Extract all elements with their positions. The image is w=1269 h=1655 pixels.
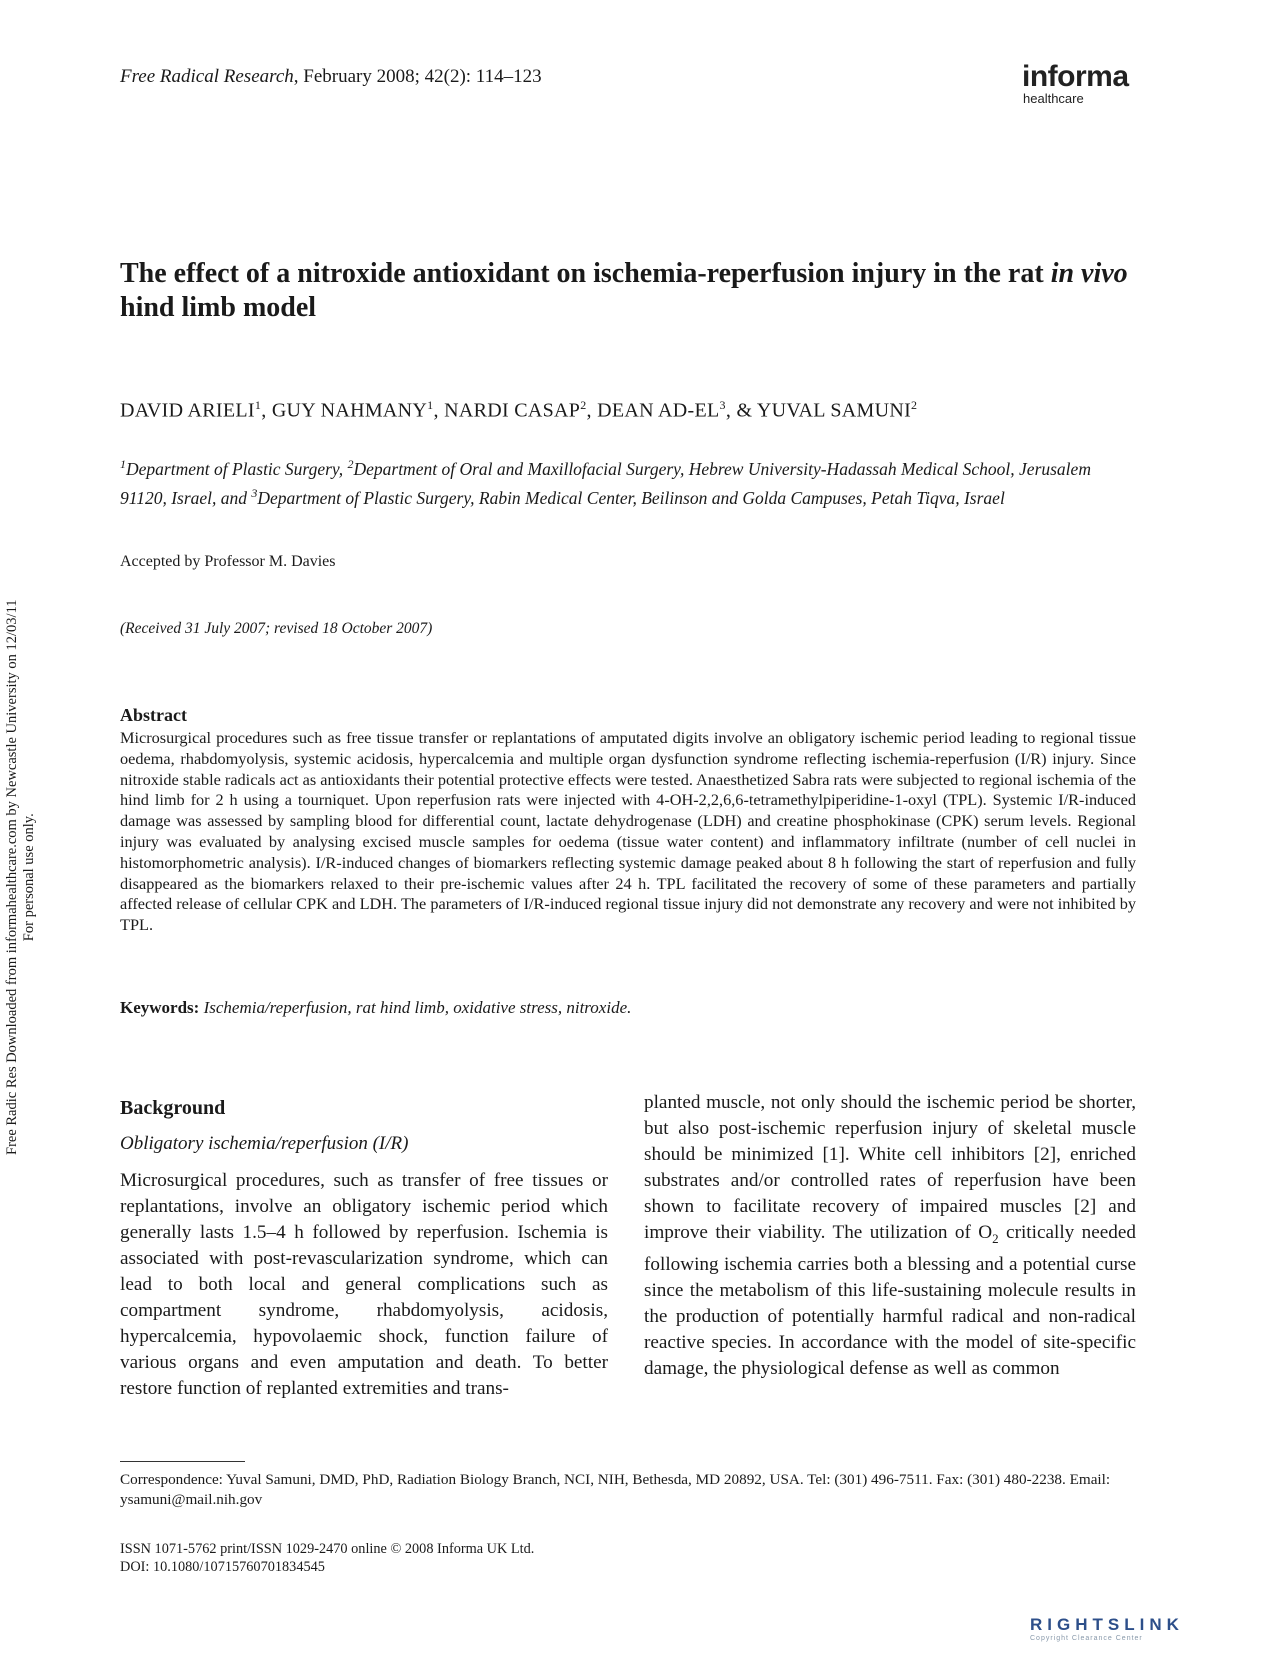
author-affil-marker: 1 — [427, 398, 434, 412]
body-text: planted muscle, not only should the ischemic period be shorter, but also post-ischemic reperfusion injury of skeletal muscle should be minimized [1]. White cell inhibitors [2], enriched substrates and/or controlled rates of reperfusion have been shown to facilitate recovery of impaired muscles [2] and improve their viability. The utilization of O — [644, 1092, 1136, 1243]
title-text-end: hind limb model — [120, 292, 317, 323]
keywords-text: Ischemia/reperfusion, rat hind limb, oxidative stress, nitroxide. — [199, 998, 632, 1017]
subscript: 2 — [992, 1230, 999, 1246]
body-text-cont: critically needed following ischemia carries both a blessing and a potential curse since the metabolism of this life-sustaining molecule results in the production of potentially harmful radical and non-radical reactive species. In accordance with the model of site-specific damage, the physiological defense as well as common — [644, 1222, 1136, 1379]
author-list — [120, 398, 1140, 423]
issn-line: ISSN 1071-5762 print/ISSN 1029-2470 online © 2008 Informa UK Ltd. — [120, 1541, 535, 1557]
keywords — [120, 998, 631, 1018]
author: DAVID ARIELI — [120, 399, 255, 422]
issn-doi — [120, 1540, 534, 1576]
title-italic: in vivo — [1050, 258, 1128, 289]
author-affil-marker: 1 — [254, 398, 262, 412]
author: YUVAL SAMUNI — [756, 399, 912, 422]
affiliation-2: Department of Oral and Maxillofacial Surgery, Hebrew University-Hadassah Medical School, Jerusalem 91120, Israel, and — [120, 458, 1091, 508]
received-dates: (Received 31 July 2007; revised 18 October 2007) — [120, 620, 433, 637]
author-separator: , — [433, 399, 445, 422]
download-watermark — [4, 599, 38, 1155]
rightslink-wordmark: RIGHTSLINK — [1030, 1615, 1184, 1634]
affiliations: $^1$Department of Plastic Surgery, $^2$Department of Oral and Maxillofacial Surgery, Hebrew University-Hadassah Medical School, Jerusalem 91120, Israel, and $^3$Department of Plastic Surgery, Rabin Medical Center, Beilinson and Golda Campuses, Petah Tiqva, Israel — [120, 457, 1091, 508]
author-affil-marker: 3 — [719, 398, 726, 412]
author: GUY NAHMANY — [271, 399, 428, 422]
journal-citation — [120, 66, 542, 88]
affiliation-3: Department of Plastic Surgery, Rabin Medical Center, Beilinson and Golda Campuses, Petah Tiqva, Israel — [257, 487, 1005, 508]
author-separator: , — [261, 399, 272, 422]
body-column-left: Microsurgical procedures, such as transfer of free tissues or replantations, involve an obligatory ischemic period which generally lasts 1.5–4 h followed by reperfusion. Ischemia is associated with post-revascularization syndrome, which can lead to both local and general complications such as compartment syndrome, rhabdomyolysis, acidosis, hypercalcemia, hypovolaemic shock, function failure of various organs and even amputation and death. To better restore function of replanted extremities and trans- — [120, 1170, 608, 1399]
watermark-line-2: For personal use only. — [21, 813, 37, 942]
author-separator: , & — [725, 399, 757, 422]
accepted-by: Accepted by Professor M. Davies — [120, 553, 336, 570]
abstract-text: Microsurgical procedures such as free tissue transfer or replantations of amputated digits involve an obligatory ischemic period leading to regional tissue oedema, rhabdomyolysis, systemic acidosis, hypercalcemia and multiple organ dysfunction syndrome reflecting ischemia-reperfusion (I/R) injury. Since nitroxide stable radicals act as antioxidants their potential protective effects were tested. Anaesthetized Sabra rats were subjected to regional ischemia of the hind limb for 2 h using a tourniquet. Upon reperfusion rats were injected with 4-OH-2,2,6,6-tetramethylpiperidine-1-oxyl (TPL). Systemic I/R-induced damage was assessed by sampling blood for differential count, lactate dehydrogenase (LDH) and creatine phosphokinase (CPK) serum levels. Regional injury was evaluated by analysing excised muscle samples for oedema (tissue water content) and inflammatory infiltrate (number of cell nuclei in histomorphometric analysis). I/R-induced changes of biomarkers reflecting systemic damage peaked about 8 h following the start of reperfusion and fully disappeared as the biomarkers relaxed to their pre-ischemic values after 24 h. TPL facilitated the recovery of some of these parameters and partially affected release of cellular CPK and LDH. The parameters of I/R-induced regional tissue injury did not demonstrate any recovery and were not inhibited by TPL. — [120, 728, 1136, 935]
footnote-rule — [120, 1461, 245, 1462]
rightslink-tagline: Copyright Clearance Center — [1030, 1635, 1143, 1642]
publisher-logo — [1022, 62, 1129, 106]
abstract-heading: Abstract — [120, 705, 187, 725]
author-affil-marker: 2 — [911, 398, 918, 412]
author-separator: , — [586, 399, 598, 422]
author-affil-marker: 2 — [580, 398, 587, 412]
title-text: The effect of a nitroxide antioxidant on ischemia-reperfusion injury in the rat — [120, 258, 1051, 289]
keywords-label: Keywords: — [120, 998, 200, 1017]
doi-line: DOI: 10.1080/10715760701834545 — [120, 1559, 325, 1575]
affiliation-1: Department of Plastic Surgery, — [126, 458, 348, 479]
section-heading: Background — [120, 1097, 226, 1119]
subsection-heading: Obligatory ischemia/reperfusion (I/R) — [120, 1133, 409, 1154]
logo-wordmark: informa — [1022, 60, 1129, 93]
logo-subtitle: healthcare — [1023, 91, 1084, 106]
journal-issue: , February 2008; 42(2): 114–123 — [293, 66, 542, 87]
watermark-line-1: Free Radic Res Downloaded from informahealthcare.com by Newcastle University on 12/03/11 — [4, 599, 20, 1155]
rightslink-logo — [1030, 1615, 1184, 1642]
correspondence-footnote: Correspondence: Yuval Samuni, DMD, PhD, Radiation Biology Branch, NCI, NIH, Bethesda, MD 20892, USA. Tel: (301) 496-7511. Fax: (301) 480-2238. Email: ysamuni@mail.nih.gov — [120, 1471, 1111, 1508]
body-column-right — [644, 1090, 1136, 1382]
author: DEAN AD-EL — [597, 399, 720, 422]
author: NARDI CASAP — [444, 399, 581, 422]
article-title — [120, 257, 1140, 325]
journal-name: Free Radical Research — [120, 66, 294, 87]
